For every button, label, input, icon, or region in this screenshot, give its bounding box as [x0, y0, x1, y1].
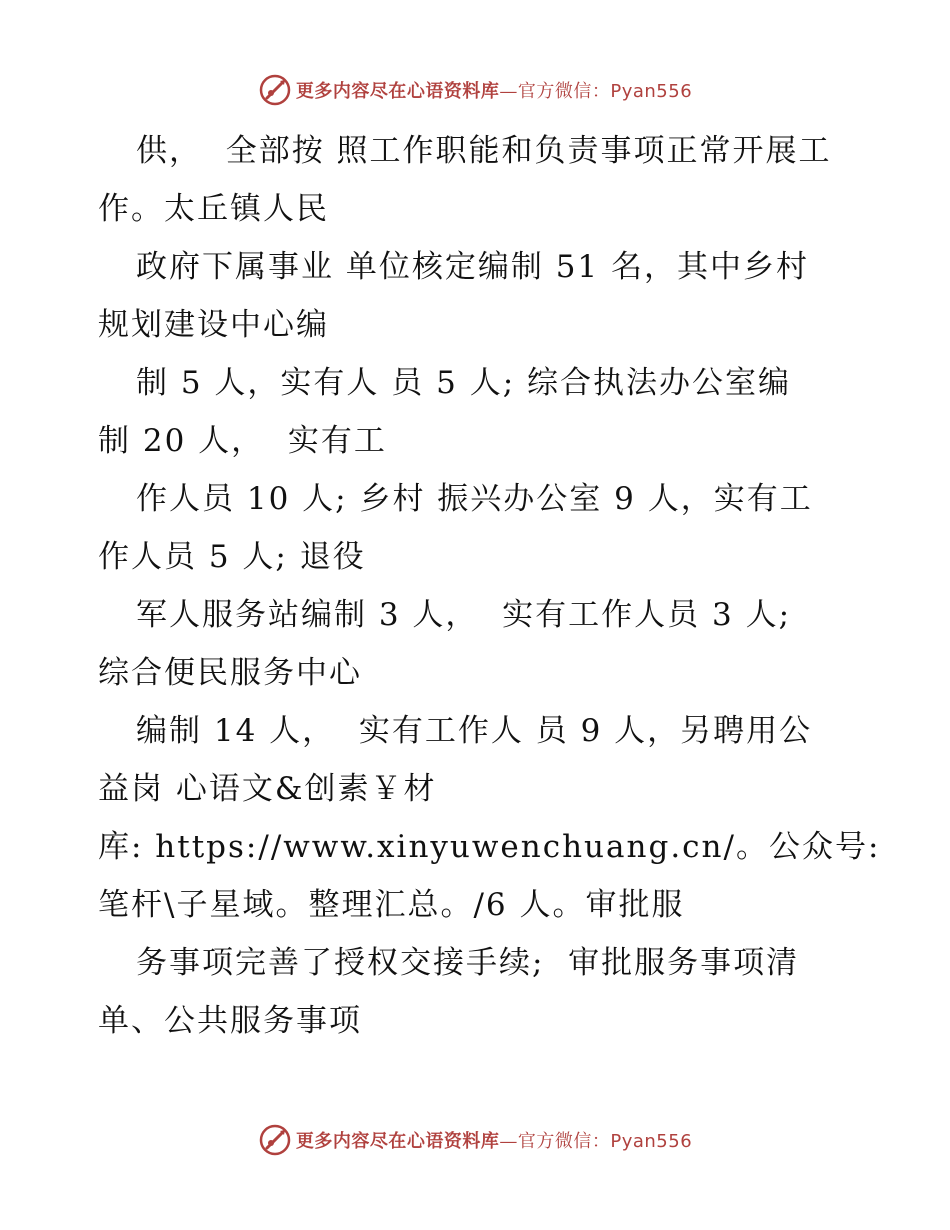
header-wechat-id: Pyan556 — [610, 81, 693, 102]
text-line: 务事项完善了授权交接手续; 审批服务事项清 — [136, 945, 800, 981]
header-separator: — — [499, 81, 518, 102]
header-watermark-banner — [0, 70, 950, 110]
header-brand-text: 更多内容尽在心语资料库 — [295, 81, 500, 102]
text-line: 综合便民服务中心 — [98, 655, 362, 691]
footer-wechat-label: 官方微信： — [517, 1131, 611, 1152]
text-line: 供， 全部按 照工作职能和负责事项正常开展工 — [136, 133, 832, 169]
quill-pen-seal-icon — [258, 1123, 292, 1157]
footer-watermark-banner — [0, 1120, 950, 1160]
text-line: 单、公共服务事项 — [98, 1003, 362, 1039]
text-line: 规划建设中心编 — [98, 307, 329, 343]
footer-separator: — — [499, 1131, 518, 1152]
text-line: 制 5 人，实有人 员 5 人; 综合执法办公室编 — [136, 365, 792, 401]
quill-pen-seal-icon — [258, 73, 292, 107]
text-line: 编制 14 人， 实有工作人 员 9 人，另聘用公 — [136, 713, 813, 749]
document-body — [98, 122, 881, 1050]
text-line: 笔杆\子星域。整理汇总。/6 人。审批服 — [98, 887, 685, 923]
text-line: 作人员 10 人; 乡村 振兴办公室 9 人，实有工 — [136, 481, 813, 517]
text-line: 制 20 人， 实有工 — [98, 423, 387, 459]
header-wechat-label: 官方微信： — [517, 81, 611, 102]
text-line: 作。太丘镇人民 — [98, 191, 329, 227]
text-line: 作人员 5 人; 退役 — [98, 539, 366, 575]
text-line: 库: https://www.xinyuwenchuang.cn/。公众号: — [98, 829, 881, 865]
footer-wechat-id: Pyan556 — [610, 1131, 693, 1152]
text-line: 益岗 心语文&创素￥材 — [98, 771, 437, 807]
footer-brand-text: 更多内容尽在心语资料库 — [295, 1131, 500, 1152]
text-line: 军人服务站编制 3 人， 实有工作人员 3 人; — [136, 597, 792, 633]
text-line: 政府下属事业 单位核定编制 51 名，其中乡村 — [136, 249, 810, 285]
